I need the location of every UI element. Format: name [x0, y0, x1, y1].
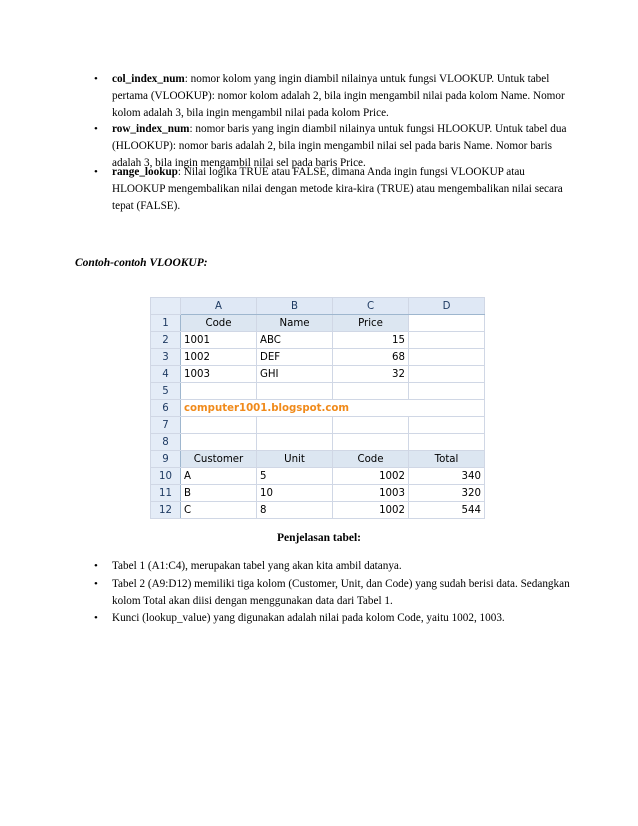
row-header: 11 — [151, 485, 181, 502]
cell: 32 — [333, 366, 409, 383]
sheet-row — [151, 332, 485, 349]
cell — [409, 349, 485, 366]
cell: GHI — [257, 366, 333, 383]
row-header: 7 — [151, 417, 181, 434]
term-row-index-num: row_index_num — [112, 123, 190, 135]
cell: 5 — [257, 468, 333, 485]
watermark-text: computer1001.blogspot.com — [181, 400, 485, 417]
cell — [333, 383, 409, 400]
cell — [257, 383, 333, 400]
column-header-b: B — [257, 298, 333, 315]
sheet-row — [151, 366, 485, 383]
term-range-lookup: range_lookup — [112, 166, 178, 178]
sheet-row — [151, 502, 485, 519]
cell: 544 — [409, 502, 485, 519]
cell — [257, 417, 333, 434]
bullet-icon: • — [94, 73, 98, 85]
row-header: 5 — [151, 383, 181, 400]
sheet-row — [151, 485, 485, 502]
cell: 15 — [333, 332, 409, 349]
section-heading: Contoh-contoh VLOOKUP: — [75, 257, 208, 269]
cell — [409, 332, 485, 349]
bullet-icon: • — [94, 123, 98, 135]
list-item-text: Kunci (lookup_value) yang digunakan adalah nilai pada kolom Code, yaitu 1002, 1003. — [112, 612, 505, 624]
list-item — [94, 71, 572, 122]
row-header: 9 — [151, 451, 181, 468]
list-item — [94, 576, 572, 610]
cell — [409, 315, 485, 332]
cell: 10 — [257, 485, 333, 502]
column-header-d: D — [409, 298, 485, 315]
row-header: 12 — [151, 502, 181, 519]
cell: 68 — [333, 349, 409, 366]
sheet-row — [151, 451, 485, 468]
bullet-icon: • — [94, 166, 98, 178]
cell — [181, 417, 257, 434]
cell: ABC — [257, 332, 333, 349]
sheet-row — [151, 400, 485, 417]
sheet-row — [151, 315, 485, 332]
term-description: : Nilai logika TRUE atau FALSE, dimana Anda ingin fungsi VLOOKUP atau HLOOKUP mengembalikan nilai dengan metode kira-kira (TRUE) atau mengembalikan nilai secara tepat (FALSE). — [112, 166, 563, 212]
sheet-row — [151, 383, 485, 400]
cell: 1003 — [333, 485, 409, 502]
cell — [257, 434, 333, 451]
cell: 1003 — [181, 366, 257, 383]
cell: DEF — [257, 349, 333, 366]
column-header-a: A — [181, 298, 257, 315]
bullet-icon: • — [94, 578, 98, 590]
subheading: Penjelasan tabel: — [276, 532, 361, 544]
cell — [409, 434, 485, 451]
cell: C — [181, 502, 257, 519]
sheet-row — [151, 434, 485, 451]
cell: 1002 — [333, 468, 409, 485]
cell: 8 — [257, 502, 333, 519]
cell — [181, 434, 257, 451]
list-item-text: Tabel 2 (A9:D12) memiliki tiga kolom (Customer, Unit, dan Code) yang sudah berisi data. Sedangkan kolom Total akan diisi dengan menggunakan data dari Tabel 1. — [112, 578, 570, 607]
cell: Code — [181, 315, 257, 332]
cell: Total — [409, 451, 485, 468]
bullet-icon: • — [94, 560, 98, 572]
cell — [409, 383, 485, 400]
row-header: 4 — [151, 366, 181, 383]
row-header: 2 — [151, 332, 181, 349]
row-header: 10 — [151, 468, 181, 485]
cell: 1001 — [181, 332, 257, 349]
bullet-icon: • — [94, 612, 98, 624]
column-header-c: C — [333, 298, 409, 315]
cell: 1002 — [333, 502, 409, 519]
cell: Code — [333, 451, 409, 468]
sheet-row — [151, 417, 485, 434]
cell — [409, 417, 485, 434]
cell: 340 — [409, 468, 485, 485]
cell — [181, 383, 257, 400]
term-description: : nomor kolom yang ingin diambil nilainya untuk fungsi VLOOKUP. Untuk tabel pertama (VLOOKUP): nomor kolom adalah 2, bila ingin mengambil nilai pada kolom Name. Nomor kolom adalah 3, bila ingin mengambil nilai pada kolom Price. — [112, 73, 565, 119]
sheet-row — [151, 349, 485, 366]
row-header: 1 — [151, 315, 181, 332]
list-item — [94, 164, 572, 215]
cell: Name — [257, 315, 333, 332]
row-header: 6 — [151, 400, 181, 417]
row-header: 3 — [151, 349, 181, 366]
term-col-index-num: col_index_num — [112, 73, 185, 85]
row-header: 8 — [151, 434, 181, 451]
cell — [333, 434, 409, 451]
cell: Unit — [257, 451, 333, 468]
cell: 320 — [409, 485, 485, 502]
sheet-row — [151, 468, 485, 485]
cell: A — [181, 468, 257, 485]
cell: B — [181, 485, 257, 502]
cell: Price — [333, 315, 409, 332]
cell: 1002 — [181, 349, 257, 366]
list-item-text: Tabel 1 (A1:C4), merupakan tabel yang akan kita ambil datanya. — [112, 560, 402, 572]
cell: Customer — [181, 451, 257, 468]
list-item — [94, 558, 572, 575]
cell — [333, 417, 409, 434]
spreadsheet-example — [150, 297, 490, 516]
sheet-corner — [151, 298, 181, 315]
list-item — [94, 610, 572, 627]
cell — [409, 366, 485, 383]
term-description: : nomor baris yang ingin diambil nilainya untuk fungsi HLOOKUP. Untuk tabel dua (HLOOKUP): nomor baris adalah 2, bila ingin mengambil nilai sel pada baris Name. Nomor baris adalah 3, bila ingin mengambil nilai sel pada baris Price. — [112, 123, 567, 169]
